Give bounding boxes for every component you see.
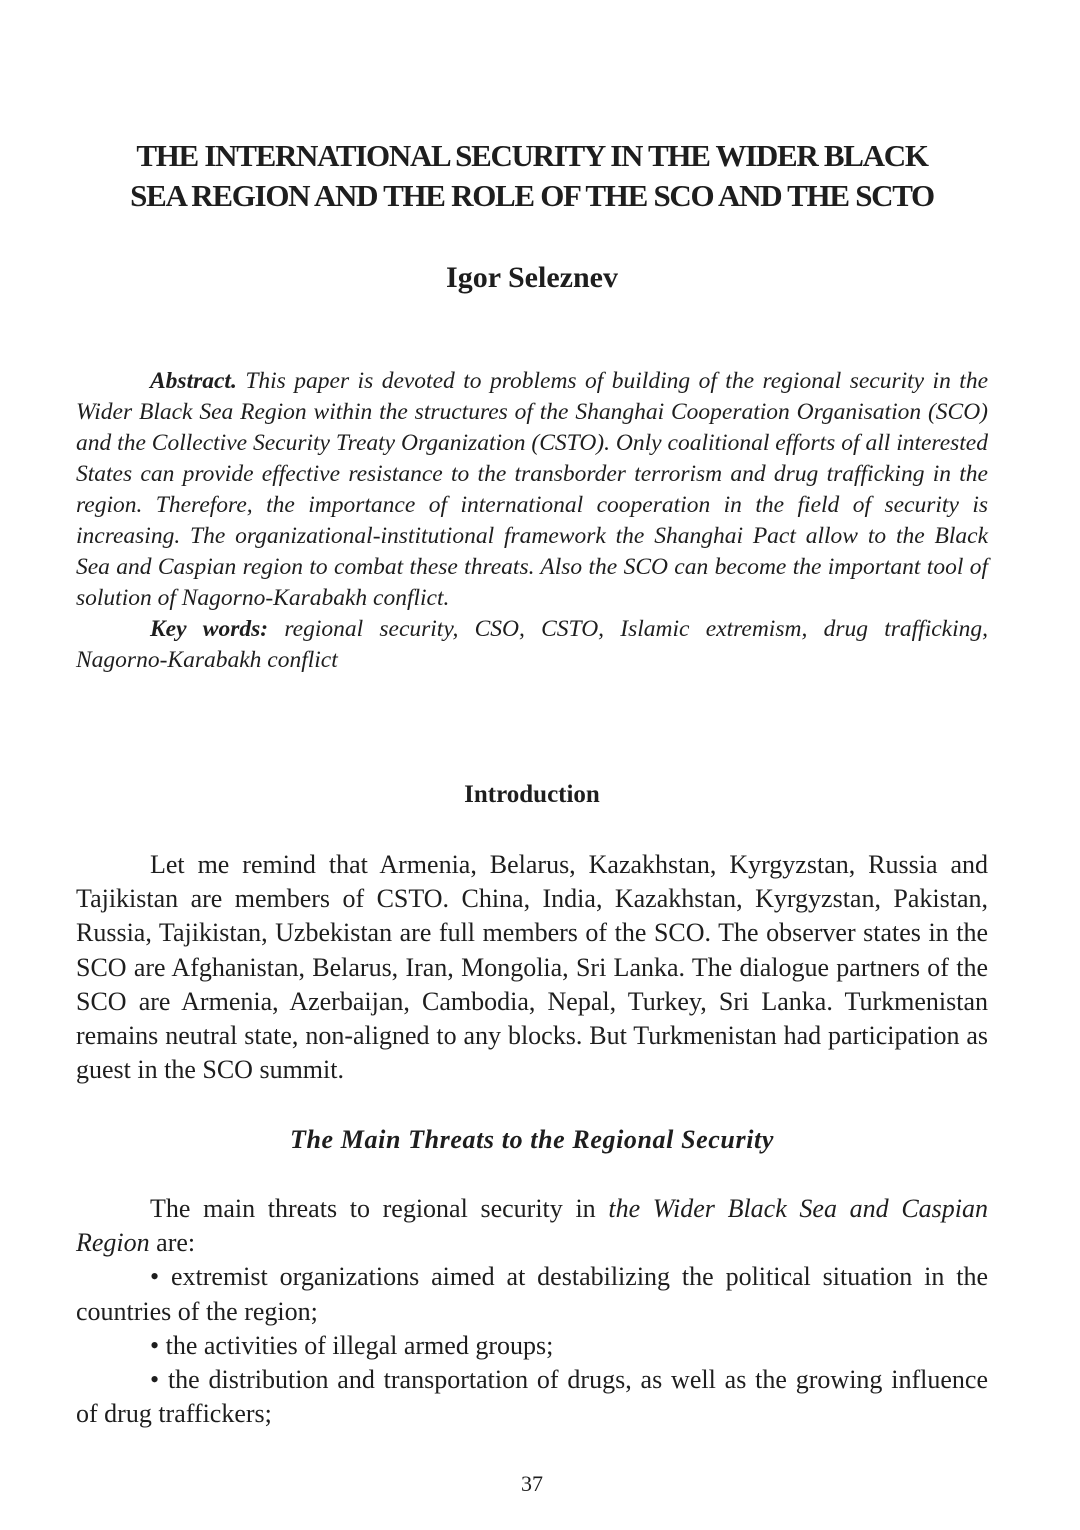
threats-intro-after: are:: [156, 1228, 196, 1258]
keywords-paragraph: [76, 614, 988, 676]
abstract-text: This paper is devoted to problems of building of the regional security in the Wider Black Sea Region within the structures of the Shanghai Cooperation Organisation (SCO) and the Collective Security Treaty Organization (CSTO). Only coalitional efforts of all interested States can provide effective resistance to the transborder terrorism and drug trafficking in the region. Therefore, the importance of international cooperation in the field of security is increasing. The organizational-institutional framework the Shanghai Pact allow to the Black Sea and Caspian region to combat these threats. Also the SCO can become the important tool of solution of Nagorno-Karabakh conflict.: [76, 368, 989, 611]
paper-page: [76, 0, 988, 1530]
abstract-label: Abstract.: [150, 368, 237, 394]
author-name: Igor Seleznev: [446, 261, 618, 294]
keywords-text: regional security, CSO, CSTO, Islamic extremism, drug trafficking, Nagorno-Karabakh conflict: [76, 616, 989, 673]
abstract-block: [76, 366, 988, 676]
threat-bullet: • the activities of illegal armed groups;: [150, 1330, 554, 1360]
threats-heading: The Main Threats to the Regional Security: [290, 1125, 774, 1154]
paper-title-line-2: SEA REGION AND THE ROLE OF THE SCO AND THE SCTO: [130, 178, 934, 213]
introduction-heading: Introduction: [464, 781, 600, 808]
paper-title: [76, 136, 988, 216]
paper-title-line-1: THE INTERNATIONAL SECURITY IN THE WIDER BLACK: [136, 138, 928, 173]
threats-intro-before: The main threats to regional security in: [150, 1194, 596, 1223]
threat-bullet: • the distribution and transportation of drugs, as well as the growing influence of drug traffickers;: [76, 1365, 988, 1429]
keywords-label: Key words:: [150, 616, 269, 642]
threats-intro-emphasis: the Wider Black Sea and Caspian Region: [76, 1194, 988, 1258]
abstract-paragraph: [76, 366, 988, 614]
threats-block: [76, 1192, 988, 1431]
threat-bullet: • extremist organizations aimed at destabilizing the political situation in the countries of the region;: [76, 1262, 988, 1326]
introduction-paragraph: Let me remind that Armenia, Belarus, Kazakhstan, Kyrgyzstan, Russia and Tajikistan are members of CSTO. China, India, Kazakhstan, Kyrgyzstan, Pakistan, Russia, Tajikistan, Uzbekistan are full members of the SCO. The observer states in the SCO are Afghanistan, Belarus, Iran, Mongolia, Sri Lanka. The dialogue partners of the SCO are Armenia, Azerbaijan, Cambodia, Nepal, Turkey, Sri Lanka. Turkmenistan remains neutral state, non-aligned to any blocks. But Turkmenistan had participation as guest in the SCO summit.: [76, 850, 988, 1085]
threats-intro-paragraph: [76, 1192, 988, 1260]
page-number: 37: [521, 1471, 543, 1496]
